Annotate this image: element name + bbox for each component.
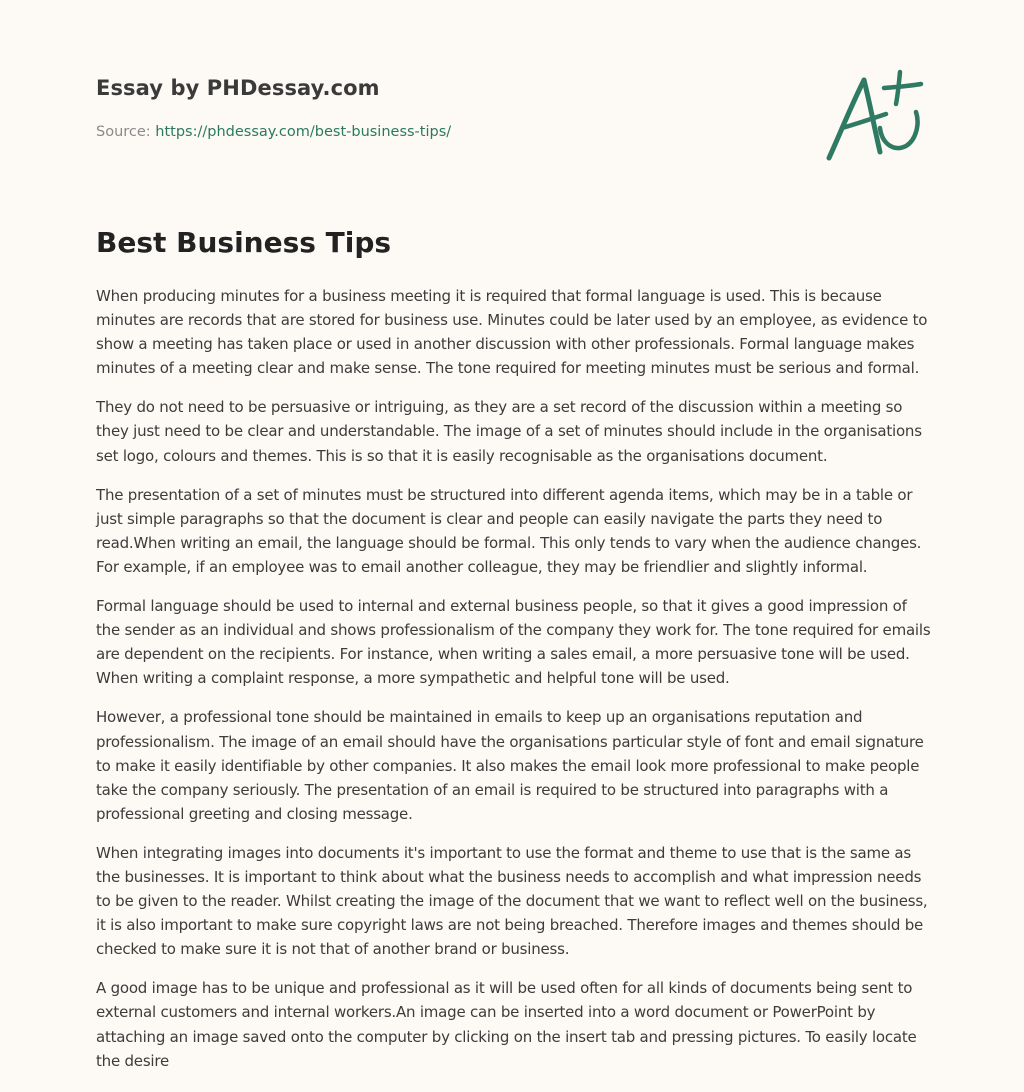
source-line <box>96 124 451 140</box>
paragraph: When producing minutes for a business meeting it is required that formal language is used. This is because minutes are records that are stored for business use. Minutes could be later used by an employee, as evidence to show a meeting has taken place or used in another discussion with other professionals. Formal language makes minutes of a meeting clear and make sense. The tone required for meeting minutes must be serious and formal. <box>96 287 928 378</box>
paragraph: Formal language should be used to internal and external business people, so that it gives a good impression of the sender as an individual and shows professionalism of the company they work for. The tone required for emails are dependent on the recipients. For instance, when writing a sales email, a more persuasive tone will be used. When writing a complaint response, a more sympathetic and helpful tone will be used. <box>96 597 931 688</box>
essay-title: Best Business Tips <box>96 226 392 259</box>
site-title: Essay by PHDessay.com <box>96 76 380 100</box>
a-plus-logo-svg <box>820 68 928 166</box>
paragraph: When integrating images into documents it's important to use the format and theme to use that is the same as the businesses. It is important to think about what the business needs to accomplish and what impression needs to be given to the reader. Whilst creating the image of the document that we want to reflect well on the business, it is also important to make sure copyright laws are not being breached. Therefore images and themes should be checked to make sure it is not that of another brand or business. <box>96 843 928 959</box>
a-plus-logo-icon <box>820 68 928 166</box>
essay-body <box>96 284 932 1088</box>
paragraph: The presentation of a set of minutes must be structured into different agenda items, which may be in a table or just simple paragraphs so that the document is clear and people can easily navigate the parts they need to read.When writing an email, the language should be formal. This only tends to vary when the audience changes. For example, if an employee was to email another colleague, they may be friendlier and slightly informal. <box>96 485 922 576</box>
paragraph: They do not need to be persuasive or intriguing, as they are a set record of the discussion within a meeting so they just need to be clear and understandable. The image of a set of minutes should include in the organisations set logo, colours and themes. This is so that it is easily recognisable as the organisations document. <box>96 398 922 465</box>
source-label: Source: <box>96 124 151 140</box>
source-link[interactable]: https://phdessay.com/best-business-tips/ <box>155 124 452 140</box>
paragraph: However, a professional tone should be maintained in emails to keep up an organisations reputation and professionalism. The image of an email should have the organisations particular style of font and email signature to make it easily identifiable by other companies. It also makes the email look more professional to make people take the company seriously. The presentation of an email is required to be structured into paragraphs with a professional greeting and closing message. <box>96 708 924 823</box>
paragraph: A good image has to be unique and professional as it will be used often for all kinds of documents being sent to external customers and internal workers.An image can be inserted into a word document or PowerPoint by attaching an image saved onto the computer by clicking on the insert tab and pressing pictures. To easily locate the desire <box>96 979 917 1070</box>
